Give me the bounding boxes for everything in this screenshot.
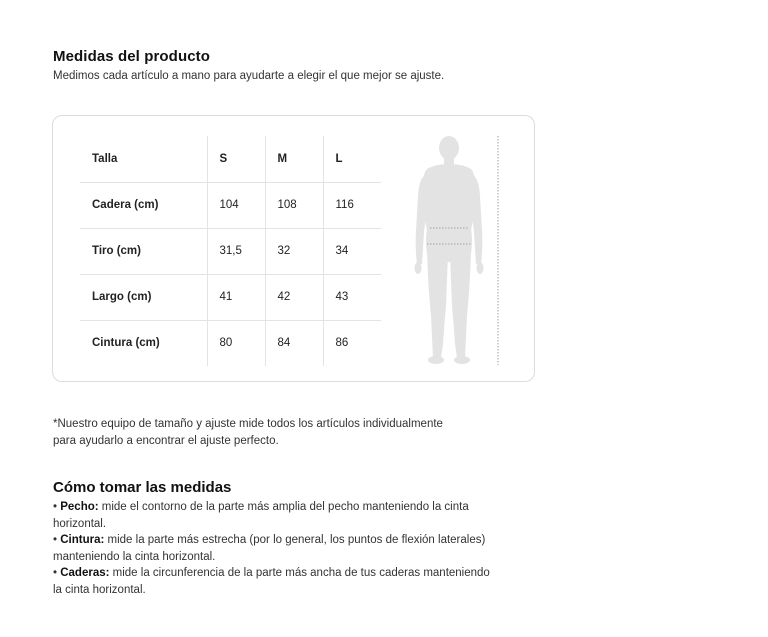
table-row [80,320,381,366]
table-cell: 32 [265,228,323,274]
bullet-icon: • [53,501,61,513]
howto-text: mide la parte más estrecha (por lo general, los puntos de flexión laterales) manteniendo la cinta horizontal. [53,534,486,563]
table-row [80,274,381,320]
note-line: *Nuestro equipo de tamaño y ajuste mide todos los artículos individualmente [53,418,443,430]
table-header-row [80,136,381,182]
table-cell: 31,5 [207,228,265,274]
table-cell: 42 [265,274,323,320]
bullet-icon: • [53,534,61,546]
table-row [80,182,381,228]
table-cell: 43 [323,274,381,320]
table-cell: 116 [323,182,381,228]
list-item [53,532,493,565]
row-label: Largo (cm) [80,274,207,320]
howto-text: mide el contorno de la parte más amplia del pecho manteniendo la cinta horizontal. [53,501,469,530]
table-header-cell: S [207,136,265,182]
measurements-card [52,115,535,382]
size-table [80,136,381,366]
list-item [53,565,493,598]
row-label: Cadera (cm) [80,182,207,228]
row-label: Cintura (cm) [80,320,207,366]
page-subtitle: Medimos cada artículo a mano para ayudarte a elegir el que mejor se ajuste. [53,70,445,82]
howto-label: Pecho: [60,501,99,513]
list-item [53,499,493,532]
row-label: Tiro (cm) [80,228,207,274]
note-line: para ayudarlo a encontrar el ajuste perfecto. [53,434,279,447]
howto-label: Cintura: [60,534,105,546]
table-cell: 41 [207,274,265,320]
body-silhouette-icon [413,136,503,368]
table-cell: 34 [323,228,381,274]
measurement-note [53,416,493,449]
table-cell: 84 [265,320,323,366]
table-cell: 108 [265,182,323,228]
howto-title: Cómo tomar las medidas [53,479,232,496]
page-title: Medidas del producto [53,48,211,65]
howto-text: mide la circunferencia de la parte más ancha de tus caderas manteniendo la cinta horizontal. [53,567,490,596]
table-row [80,228,381,274]
table-cell: 104 [207,182,265,228]
table-header-cell: Talla [92,152,118,165]
table-header-cell: L [323,136,381,182]
bullet-icon: • [53,567,61,579]
howto-list [53,499,493,598]
table-cell: 80 [207,320,265,366]
howto-label: Caderas: [60,567,110,579]
table-header-cell: M [265,136,323,182]
table-cell: 86 [323,320,381,366]
